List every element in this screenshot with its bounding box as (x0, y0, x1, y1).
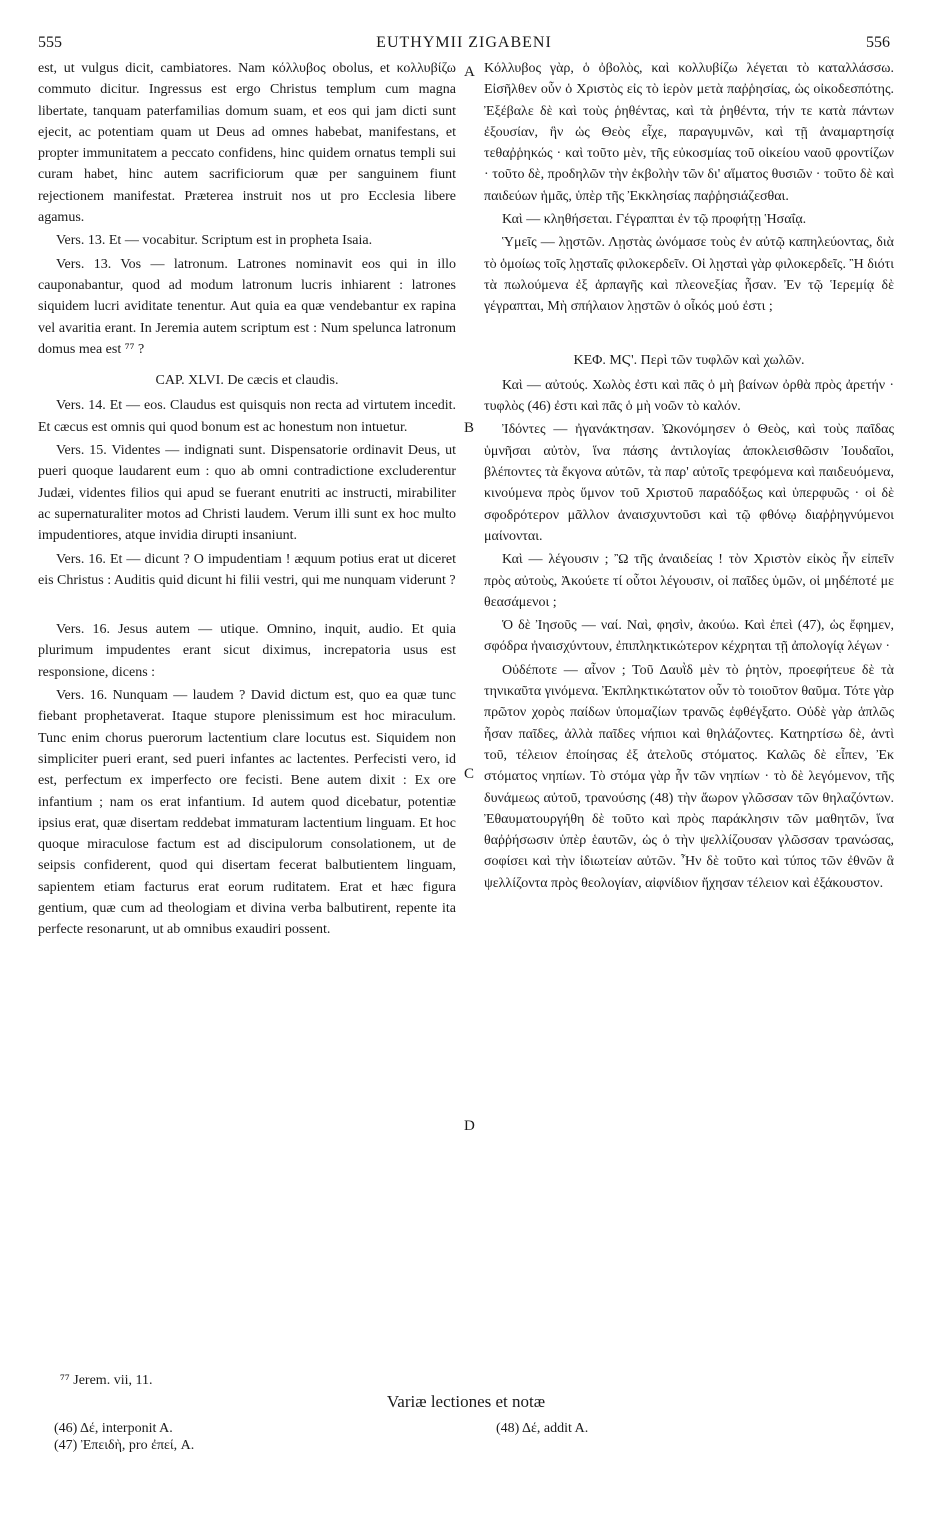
chapter-heading-latin: CAP. XLVI. De cæcis et claudis. (155, 373, 339, 389)
latin-paragraph: Vers. 14. Et — eos. Claudus est quisquis non recta ad virtutem incedit. Et cæcus est omnis qui quod bonum est ac honestum non intuetur. (38, 398, 456, 435)
page-header (38, 34, 890, 58)
latin-paragraph: est, ut vulgus dicit, cambiatores. Nam κόλλυβος obolus, et κολλυβίζω commuto dicitur. Ingressus est ergo Christus templum cum magna libertate, tanquam paterfamilias domum suam, et eos qui jam dicti sunt ejecit, ac potentiam quam ut Deus ad omnes habebat, manifestans, et propter immunitatem a peccato confidens, hinc quidem ornatus templi sui curam habet, hinc autem sacrificiorum quæ per sanguinem fiunt rejectionem manifestat. Præterea instruit nos ut pro Ecclesia libere agamus. (38, 61, 456, 226)
greek-paragraph: Ἰδόντες — ἠγανάκτησαν. Ὠκονόμησεν ὁ Θεὸς, καὶ τοὺς παῖδας ὑμνῆσαι αὐτὸν, ἵνα πάσης ἀντιλογίας ἀποκλεισθῶσιν Ἰουδαῖοι, βλέποντες τὰ ἔκγονα αὐτῶν, τὰ παρ' αὐτοῖς τρεφόμενα καὶ παιδευόμενα, κινούμενα πρὸς ὕμνον τοῦ Χριστοῦ παραδόξως καὶ ὑπερφυῶς · οἱ δὲ σφοδρότερον μᾶλλον ἀναισχυντοῦσι καὶ τῷ φθόνῳ διαῤῥηγνύμενοι μαίνονται. (484, 422, 894, 544)
latin-column (38, 58, 456, 943)
greek-paragraph: Ὑμεῖς — λῃστῶν. Λῃστὰς ὠνόμασε τοὺς ἐν αὐτῷ καπηλεύοντας, διὰ τὸ ὁμοίως τοῖς λῃσταῖς φιλοκερδεῖν. Οἱ λῃσταὶ γὰρ φιλοκερδεῖς. Ἢ διότι τὰ πωλούμενα ἐξ ἁρπαγῆς καὶ πλεονεξίας ἦσαν. Ἐν τῷ Ἱερεμίᾳ δὲ γέγραπται, Μὴ σπήλαιον λῃστῶν ὁ οἶκός μού ἐστι ; (484, 235, 894, 315)
greek-column (484, 58, 894, 896)
footnote: ⁷⁷ Jerem. vii, 11. (60, 1373, 153, 1388)
greek-paragraph: Κόλλυβος γὰρ, ὁ ὀβολὸς, καὶ κολλυβίζω λέγεται τὸ καταλλάσσω. Εἰσῆλθεν οὖν ὁ Χριστὸς εἰς τὸ ἱερὸν μετὰ παῤῥησίας, ὡς οἰκοδεσπότης. Ἐξέβαλε δὲ καὶ τοὺς ῥηθέντας, καὶ τὰ ῥηθέντα, τήν τε κατὰ πάντων ἐξουσίαν, ἣν ὡς Θεὸς εἶχε, παραγυμνῶν, καὶ τῇ ἀναμαρτησίᾳ τεθαῤῥηκώς · καὶ τοῦτο μὲν, τῆς εὐκοσμίας τοῦ οἰκείου ναοῦ φροντίζων · τοῦτο δὲ, προδηλῶν τὴν ἐκβολὴν τῶν δι' αἵματος θυσιῶν · τοῦτο δὲ καὶ παιδεύων ἡμᾶς, ὑπὲρ τῆς Ἐκκλησίας παῤῥησιάζεσθαι. (484, 61, 894, 204)
page-number-left: 555 (38, 34, 62, 51)
greek-paragraph: Καὶ — κληθήσεται. Γέγραπται ἐν τῷ προφήτῃ Ἡσαΐᾳ. (502, 212, 807, 228)
greek-paragraph: Ὁ δὲ Ἰησοῦς — ναί. Ναὶ, φησὶν, ἀκούω. Καὶ ἐπεὶ (47), ὡς ἔφημεν, σφόδρα ἠναισχύντουν, ἐπιπληκτικώτερον κέχρηται τῇ ἀπολογίᾳ λέγων · (484, 618, 894, 655)
running-title: EUTHYMII ZIGABENI (376, 34, 552, 51)
latin-paragraph: Vers. 15. Videntes — indignati sunt. Dispensatorie ordinavit Deus, ut pueri quoque laudarent eum : quo ab omni contradictione excluderentur Judæi, videntes filios qui apud se fuerant enutriti ac instructi, mirabiliter ac supernaturaliter motos ad Christi laudem. Verum illi sunt ex hoc multo impudentiores, atque invidia dirupti insaniunt. (38, 443, 456, 544)
note-47: (47) Ἐπειδὴ, pro ἐπεί, A. (54, 1438, 195, 1453)
greek-paragraph: Καὶ — λέγουσιν ; Ὢ τῆς ἀναιδείας ! τὸν Χριστὸν εἰκὸς ἦν εἰπεῖν πρὸς αὐτοὺς, Ἀκούετε τί οὗτοι λέγουσιν, οἱ παῖδες ὑμῶν, οἱ μηδέποτέ με θεασάμενοι ; (484, 552, 894, 610)
page-number-right: 556 (866, 34, 890, 51)
margin-letter-c: C (464, 766, 475, 782)
margin-letter-b: B (464, 420, 475, 436)
margin-letter-d: D (464, 1118, 475, 1134)
latin-paragraph: Vers. 16. Et — dicunt ? O impudentiam ! æquum potius erat ut diceret eis Christus : Auditis quid dicunt hi filii vestri, qui me nunquam viderunt ? (38, 551, 456, 588)
latin-paragraph: Vers. 16. Nunquam — laudem ? David dictum est, quo ea quæ tunc fiebant prophetaverat. Itaque stupore plenissimum est hoc miraculum. Tunc enim chorus puerorum lactentium clare locutus est. Siquidem non simpliciter pueri erant, sed pueri infantes ac lactentes. Perfecisti vero, id est, perfectum ex imperfecto ore fecisti. Bene autem dixit : Ex ore infantium ; nam os erat infantium. Id autem quod dicebatur, potentiæ ipsius erat, quæ disertam reddebat immaturam lactentium linguam. Et hoc quoque miraculose factum est ad discipulorum consolationem, ut de seipsis confiderent, quod qui disertam fecerat balbutientem linguam, sapientem etiam facturus erat eorum ruditatem. Erat et hæc figura gentium, quæ cum ad theologiam et divina verba balbutirent, repente ita perfecte resonarunt, ut ab omnibus exaudiri possent. (38, 688, 456, 938)
greek-paragraph: Οὐδέποτε — αἶνον ; Τοῦ Δαυῒδ μὲν τὸ ῥητὸν, προεφήτευε δὲ τὰ τηνικαῦτα γινόμενα. Ἐκπληκτικώτατον οὖν τὸ τοιοῦτον θαῦμα. Τότε γὰρ πρῶτον χορὸς παίδων ὑπομαζίων τρανῶς ἐφθέγξατο. Οὐδὲ γὰρ ἁπλῶς ἦσαν παῖδες, ἀλλὰ παῖδες νήπιοι καὶ θηλάζοντες. Κατηρτίσω δὲ, ἀντὶ τοῦ, τέλειον ἐποίησας ἐξ ἀτελοῦς στόματος. Καλῶς δὲ εἶπεν, Ἐκ στόματος νηπίων. Τὸ στόμα γὰρ ἦν τῶν νηπίων · τὸ δὲ λεγόμενον, τῆς δυνάμεως αὐτοῦ, τρανούσης (48) τὴν ἄωρον γλῶσσαν τῶν θηλαζόντων. Ἐθαυματουργήθη δὲ τοῦτο καὶ πρὸς παράκλησιν τῶν μαθητῶν, ἵνα θαῤῥήσωσιν ὑπὲρ ἑαυτῶν, ὡς ὁ τὴν ψελλίζουσαν γλῶσσαν τρανώσας, σοφίσει καὶ τὴν ἰδιωτείαν αὐτῶν. Ἦν δὲ τοῦτο καὶ τύπος τῶν ἐθνῶν ἃ ψελλίζοντα πρὸς θεολογίαν, αἰφνίδιον ἤχησαν τέλειον καὶ ἐξάκουστον. (484, 662, 894, 891)
notes-left (54, 1420, 194, 1454)
notes-title: Variæ lectiones et notæ (386, 1392, 546, 1411)
greek-paragraph: Καὶ — αὐτούς. Χωλὸς ἐστι καὶ πᾶς ὁ μὴ βαίνων ὀρθὰ πρὸς ἀρετήν · τυφλὸς (46) ἐστι καὶ πᾶς ὁ μὴ νοῶν τὸ καλόν. (484, 377, 894, 415)
margin-letter-a: A (464, 64, 475, 80)
latin-paragraph: Vers. 13. Et — vocabitur. Scriptum est in propheta Isaia. (56, 233, 373, 249)
note-48: (48) Δέ, addit A. (496, 1421, 589, 1436)
note-46: (46) Δέ, interponit A. (54, 1421, 173, 1436)
notes-right (496, 1420, 588, 1437)
chapter-heading-greek: ΚΕΦ. ΜϚ'. Περὶ τῶν τυφλῶν καὶ χωλῶν. (573, 352, 805, 368)
latin-paragraph: Vers. 13. Vos — latronum. Latrones nominavit eos qui in illo cauponabantur, quod ad modum latronum lucris inhiarent : latrones siquidem lucri aviditate tenentur. Aut quia ea quæ vendebantur ex rapina vel avaritia erant. In Jeremia autem scriptum est : Num spelunca latronum domus mea est ⁷⁷ ? (38, 256, 456, 357)
latin-paragraph: Vers. 16. Jesus autem — utique. Omnino, inquit, audio. Et quia plurimum impudentes erant sicut diximus, increpatoria usus est responsione, dicens : (38, 622, 456, 680)
